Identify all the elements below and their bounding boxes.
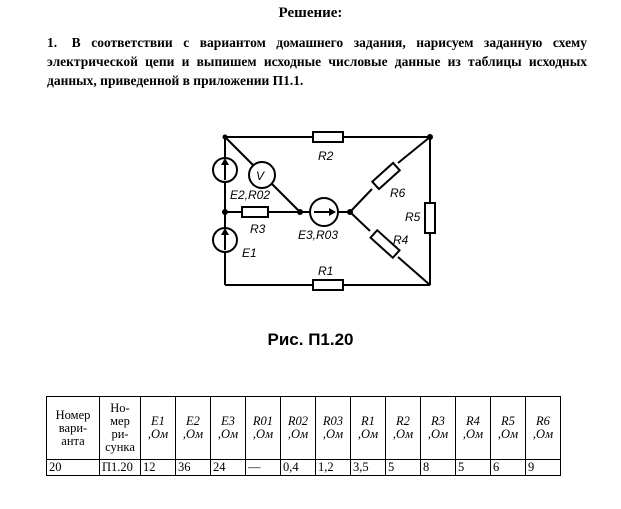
table-row bbox=[47, 460, 561, 476]
node-top-right bbox=[427, 134, 433, 140]
node-left bbox=[297, 209, 303, 215]
cell-r02: 0,4 bbox=[281, 460, 316, 476]
resistor-r5 bbox=[425, 203, 435, 233]
cell-r5: 6 bbox=[491, 460, 526, 476]
cell-r1: 3,5 bbox=[351, 460, 386, 476]
node-mid-left bbox=[222, 209, 228, 215]
header-r6: R6 ,Ом bbox=[526, 397, 561, 460]
node-right bbox=[347, 209, 353, 215]
header-e3: E3 ,Ом bbox=[211, 397, 246, 460]
cell-r2: 5 bbox=[386, 460, 421, 476]
label-r6: R6 bbox=[390, 186, 406, 200]
header-r5: R5 ,Ом bbox=[491, 397, 526, 460]
cell-r01: — bbox=[246, 460, 281, 476]
cell-e2: 36 bbox=[176, 460, 211, 476]
header-r01: R01 ,Ом bbox=[246, 397, 281, 460]
header-r4: R4 ,Ом bbox=[456, 397, 491, 460]
label-e2: E2,R02 bbox=[230, 188, 271, 202]
label-r1: R1 bbox=[318, 264, 334, 278]
circuit-diagram bbox=[200, 125, 450, 300]
header-e2: E2 ,Ом bbox=[176, 397, 211, 460]
label-r4: R4 bbox=[393, 233, 409, 247]
header-r1: R1 ,Ом bbox=[351, 397, 386, 460]
header-r2: R2 ,Ом bbox=[386, 397, 421, 460]
header-r02: R02 ,Ом bbox=[281, 397, 316, 460]
cell-e1: 12 bbox=[141, 460, 176, 476]
paragraph-text: В соответствии с вариантом домашнего задания, нарисуем заданную схему электрической цепи и выпишем исходные числовые данные из таблицы исходных данных, приведенной в приложении П1.1. bbox=[47, 35, 588, 88]
cell-figure: П1.20 bbox=[100, 460, 141, 476]
intro-paragraph bbox=[47, 33, 587, 90]
solution-heading: Решение: bbox=[278, 5, 343, 21]
resistor-r3 bbox=[242, 207, 268, 217]
source-data-table bbox=[46, 396, 561, 476]
paragraph-number: 1. bbox=[47, 35, 58, 50]
cell-r03: 1,2 bbox=[316, 460, 351, 476]
header-figure: Но-мер ри-сунка bbox=[100, 397, 141, 460]
header-variant: Номер вари-анта bbox=[47, 397, 100, 460]
cell-r3: 8 bbox=[421, 460, 456, 476]
cell-variant: 20 bbox=[47, 460, 100, 476]
cell-e3: 24 bbox=[211, 460, 246, 476]
node-top-left bbox=[223, 135, 228, 140]
header-e1: E1 ,Ом bbox=[141, 397, 176, 460]
label-r5: R5 bbox=[405, 210, 421, 224]
header-r03: R03 ,Ом bbox=[316, 397, 351, 460]
label-v: V bbox=[256, 169, 265, 183]
header-r3: R3 ,Ом bbox=[421, 397, 456, 460]
resistor-r1 bbox=[313, 280, 343, 290]
label-r2: R2 bbox=[318, 149, 334, 163]
figure-caption: Рис. П1.20 bbox=[267, 330, 354, 349]
label-e3: E3,R03 bbox=[298, 228, 339, 242]
label-r3: R3 bbox=[250, 222, 266, 236]
label-e1: E1 bbox=[242, 246, 257, 260]
cell-r6: 9 bbox=[526, 460, 561, 476]
cell-r4: 5 bbox=[456, 460, 491, 476]
resistor-r2 bbox=[313, 132, 343, 142]
table-header-row bbox=[47, 397, 561, 460]
